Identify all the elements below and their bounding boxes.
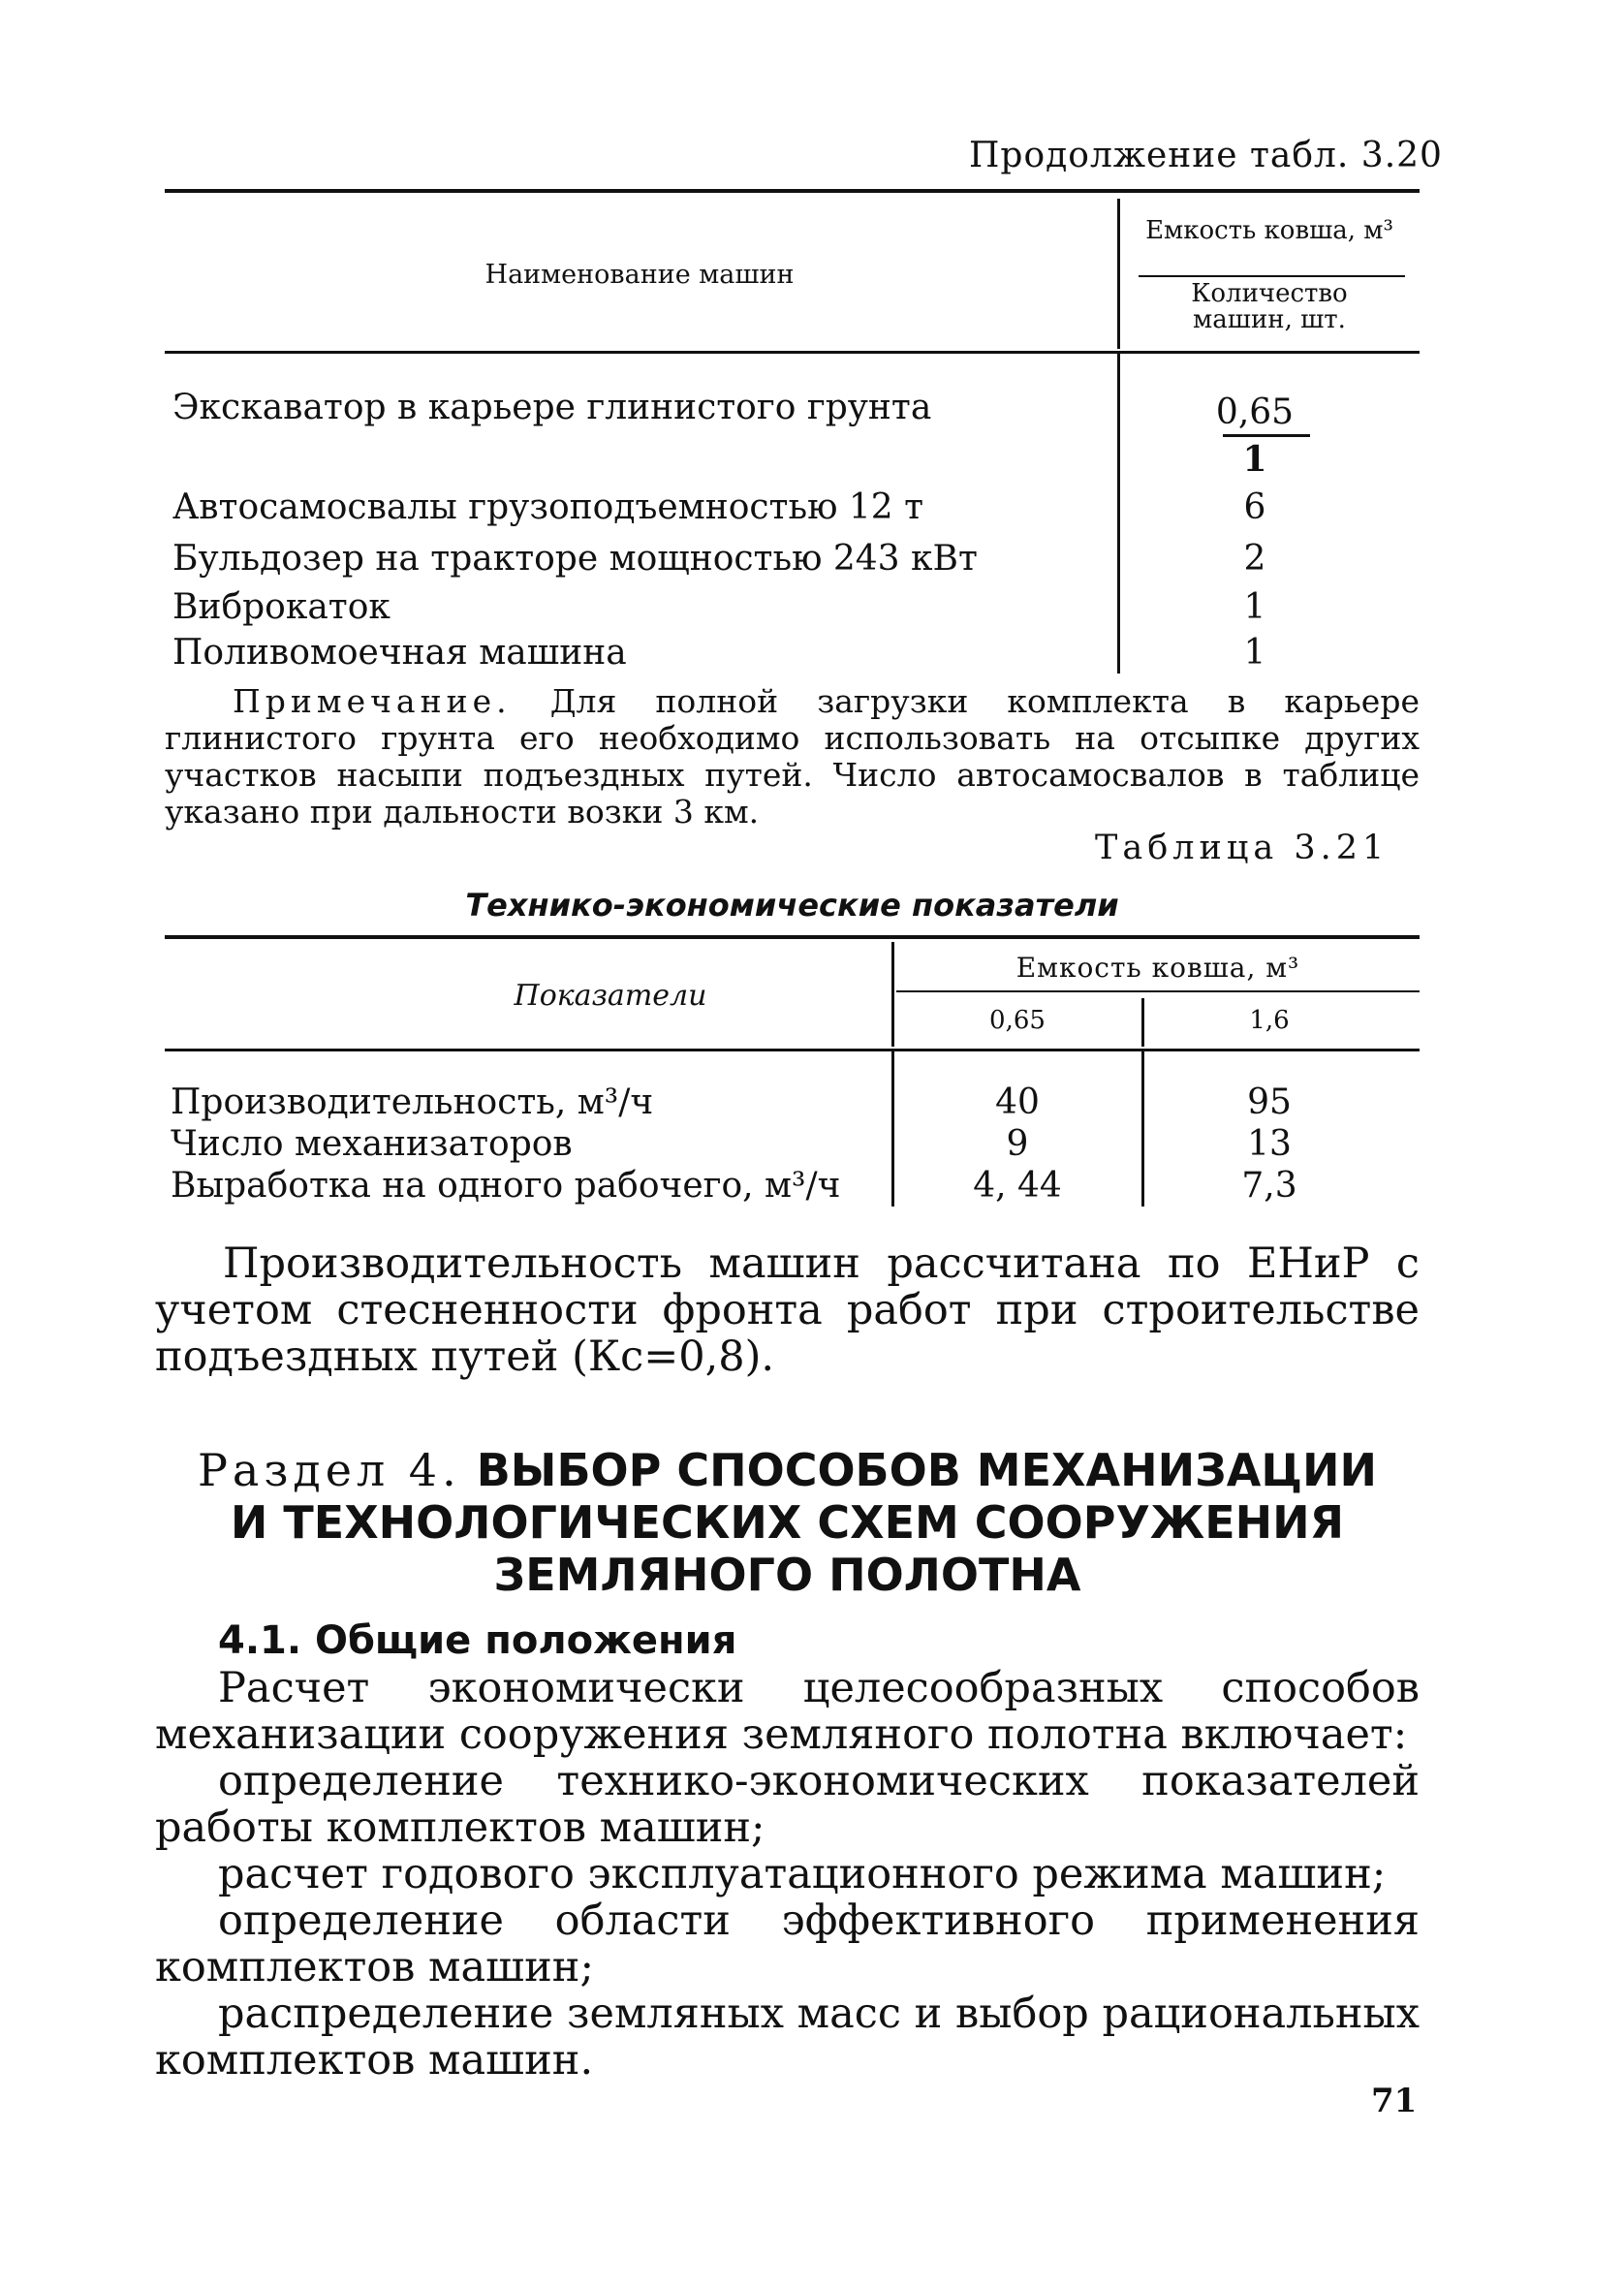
table-row-name: Выработка на одного рабочего, м³/ч: [171, 1166, 841, 1206]
table-row-value: 1: [1242, 439, 1267, 480]
table-caption: Продолжение табл. 3.20: [969, 136, 1443, 175]
note-text: Для полной загрузки комплекта в карьере глинистого грунта его необходимо использовать на отсыпке других участков насыпи подъездных путей. Число автосамосвалов в таблице указано при дальности возки 3 км.: [165, 682, 1420, 831]
table-row-value: 13: [1247, 1124, 1292, 1164]
section-heading: [155, 1444, 1420, 1601]
section-heading-line1: [155, 1444, 1420, 1496]
column-header-capacity: Емкость ковша, м³: [1015, 952, 1300, 984]
page-number: 71: [1371, 2082, 1418, 2120]
table-row-value: 40: [995, 1082, 1040, 1122]
column-header-capacity: Емкость ковша, м³: [1145, 216, 1393, 245]
table-column-divider: [891, 942, 894, 1047]
table-row-value: 1: [1243, 633, 1266, 673]
header-fraction-line: [1139, 275, 1405, 277]
subcolumn-header: 1,6: [1249, 1006, 1290, 1035]
body-text: [155, 1665, 1420, 2084]
table-header-rule: [165, 1049, 1420, 1051]
table-top-rule: [165, 189, 1420, 193]
table-subcolumn-divider: [1141, 998, 1144, 1047]
table-note: [165, 683, 1420, 831]
list-item: распределение земляных масс и выбор рациональных комплектов машин.: [155, 1990, 1420, 2085]
subcolumn-header: 0,65: [989, 1006, 1046, 1035]
table-row-name: Число механизаторов: [171, 1124, 573, 1164]
table-header-rule: [165, 351, 1420, 354]
table-row-name: Производительность, м³/ч: [171, 1082, 654, 1122]
list-item: определение области эффективного применения комплектов машин;: [155, 1897, 1420, 1991]
column-header-count: Количество машин, шт.: [1191, 279, 1348, 334]
section-prefix: Раздел 4.: [197, 1444, 461, 1496]
table-row-value: 95: [1247, 1082, 1292, 1122]
table-row-value: 0,65: [1215, 392, 1295, 432]
section-heading-line2: И ТЕХНОЛОГИЧЕСКИХ СХЕМ СООРУЖЕНИЯ: [230, 1496, 1345, 1549]
table-row-name: Экскаватор в карьере глинистого грунта: [172, 388, 932, 427]
table-column-divider: [1117, 199, 1120, 349]
table-top-rule: [165, 935, 1420, 939]
value-fraction-line: [1223, 434, 1310, 437]
table-row-name: Автосамосвалы грузоподъемностью 12 т: [172, 487, 924, 527]
table-column-divider: [891, 1051, 894, 1207]
table-row-name: Виброкаток: [172, 587, 390, 627]
table-row-value: 6: [1243, 487, 1266, 527]
section-heading-line3: ЗЕМЛЯНОГО ПОЛОТНА: [493, 1549, 1081, 1601]
table-column-divider: [1117, 354, 1120, 674]
table-row-value: 4, 44: [973, 1166, 1062, 1206]
subsection-heading: 4.1. Общие положения: [218, 1618, 737, 1663]
header-subdivider: [896, 990, 1420, 992]
intro-paragraph: Расчет экономически целесообразных способов механизации сооружения земляного полотна включает:: [155, 1664, 1420, 1759]
table-subcolumn-divider: [1141, 1051, 1144, 1207]
column-header-name: Наименование машин: [484, 260, 795, 290]
table-row-name: Бульдозер на тракторе мощностью 243 кВт: [172, 539, 978, 579]
table-row-value: 9: [1006, 1124, 1029, 1164]
list-item: расчет годового эксплуатационного режима машин;: [218, 1850, 1387, 1898]
list-item: определение технико-экономических показателей работы комплектов машин;: [155, 1757, 1420, 1852]
table-row-value: 2: [1243, 539, 1266, 579]
table-row-name: Поливомоечная машина: [172, 633, 627, 673]
table-row-value: 7,3: [1241, 1166, 1297, 1206]
table-title: Технико-экономические показатели: [465, 887, 1119, 924]
table-row-value: 1: [1243, 587, 1266, 627]
section-title-part1: ВЫБОР СПОСОБОВ МЕХАНИЗАЦИИ: [476, 1444, 1378, 1496]
table-label: Таблица 3.21: [1095, 829, 1390, 867]
column-header-indicators: Показатели: [514, 979, 707, 1013]
note-label: Примечание.: [233, 682, 512, 720]
paragraph: Производительность машин рассчитана по ЕНиР с учетом стесненности фронта работ при строительстве подъездных путей (Кс=0,8).: [155, 1239, 1420, 1381]
